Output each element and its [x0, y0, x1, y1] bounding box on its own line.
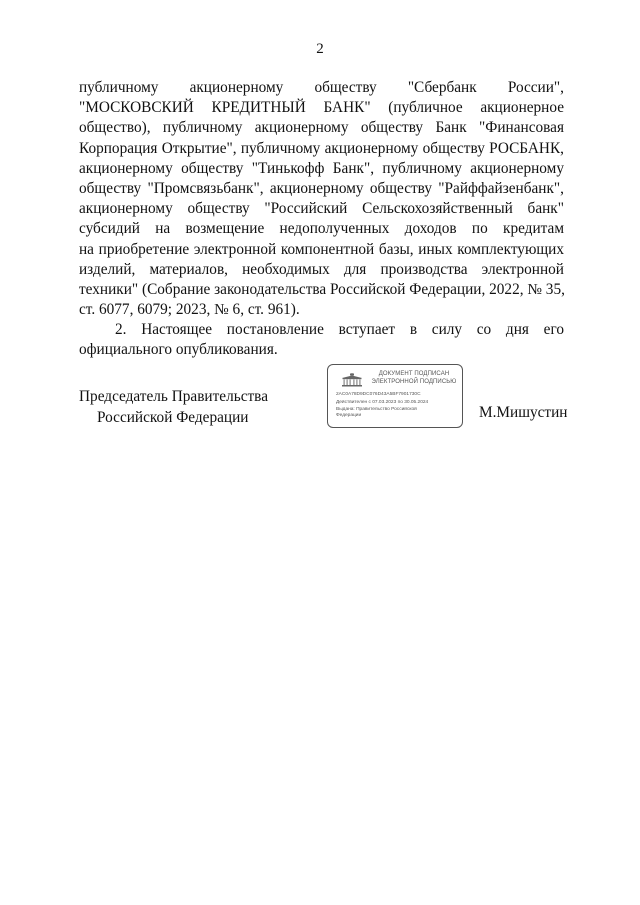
clause-2-line: 2. Настоящее постановление вступает в силу со дня его: [115, 321, 564, 339]
electronic-signature-stamp: [327, 364, 463, 428]
paragraph-line: техники" (Собрание законодательства Российской Федерации, 2022, № 35,: [79, 280, 565, 298]
stamp-issuer: Выдана: Правительство Российской: [336, 407, 417, 412]
paragraph-line: акционерному обществу "Тинькофф Банк", публичному акционерному: [79, 159, 564, 177]
paragraph-line: обществу "Промсвязьбанк", акционерному обществу "Райффайзенбанк",: [79, 179, 564, 197]
paragraph-line: ст. 6077, 6079; 2023, № 6, ст. 961).: [79, 301, 300, 319]
clause-2-line: официального опубликования.: [79, 341, 278, 359]
paragraph-line: "МОСКОВСКИЙ КРЕДИТНЫЙ БАНК" (публичное акционерное: [79, 99, 564, 117]
stamp-validity: Действителен с 07.03.2023 по 30.05.2024: [336, 400, 429, 405]
stamp-issuer: Федерации: [336, 413, 362, 418]
paragraph-line: общество), публичному акционерному обществу Банк "Финансовая: [79, 119, 564, 137]
paragraph-line: на приобретение электронной компонентной базы, иных комплектующих: [79, 240, 564, 258]
signer-title-line: Российской Федерации: [97, 408, 249, 426]
government-building-icon: [341, 373, 363, 387]
page-number: 2: [316, 41, 324, 57]
paragraph-line: акционерному обществу "Российский Сельскохозяйственный банк": [79, 200, 564, 218]
stamp-title: [368, 370, 460, 386]
paragraph-line: изделий, материалов, необходимых для производства электронной: [79, 260, 564, 278]
paragraph-line: субсидий на возмещение недополученных доходов по кредитам: [79, 220, 564, 238]
document-body: [79, 78, 564, 361]
signer-title-line: Председатель Правительства: [79, 388, 268, 405]
paragraph-line: Корпорация Открытие", публичному акционерному обществу РОСБАНК,: [79, 139, 564, 157]
paragraph-line: публичному акционерному обществу "Сбербанк России",: [79, 79, 564, 96]
stamp-title-line: ДОКУМЕНТ ПОДПИСАН: [378, 371, 450, 377]
stamp-certificate: 2AC0A78D9DC076D43A5BF7901730C: [336, 392, 421, 397]
signer-title: [79, 387, 268, 428]
stamp-title-line: ЭЛЕКТРОННОЙ ПОДПИСЬЮ: [371, 379, 457, 385]
signer-name: М.Мишустин: [479, 404, 568, 421]
